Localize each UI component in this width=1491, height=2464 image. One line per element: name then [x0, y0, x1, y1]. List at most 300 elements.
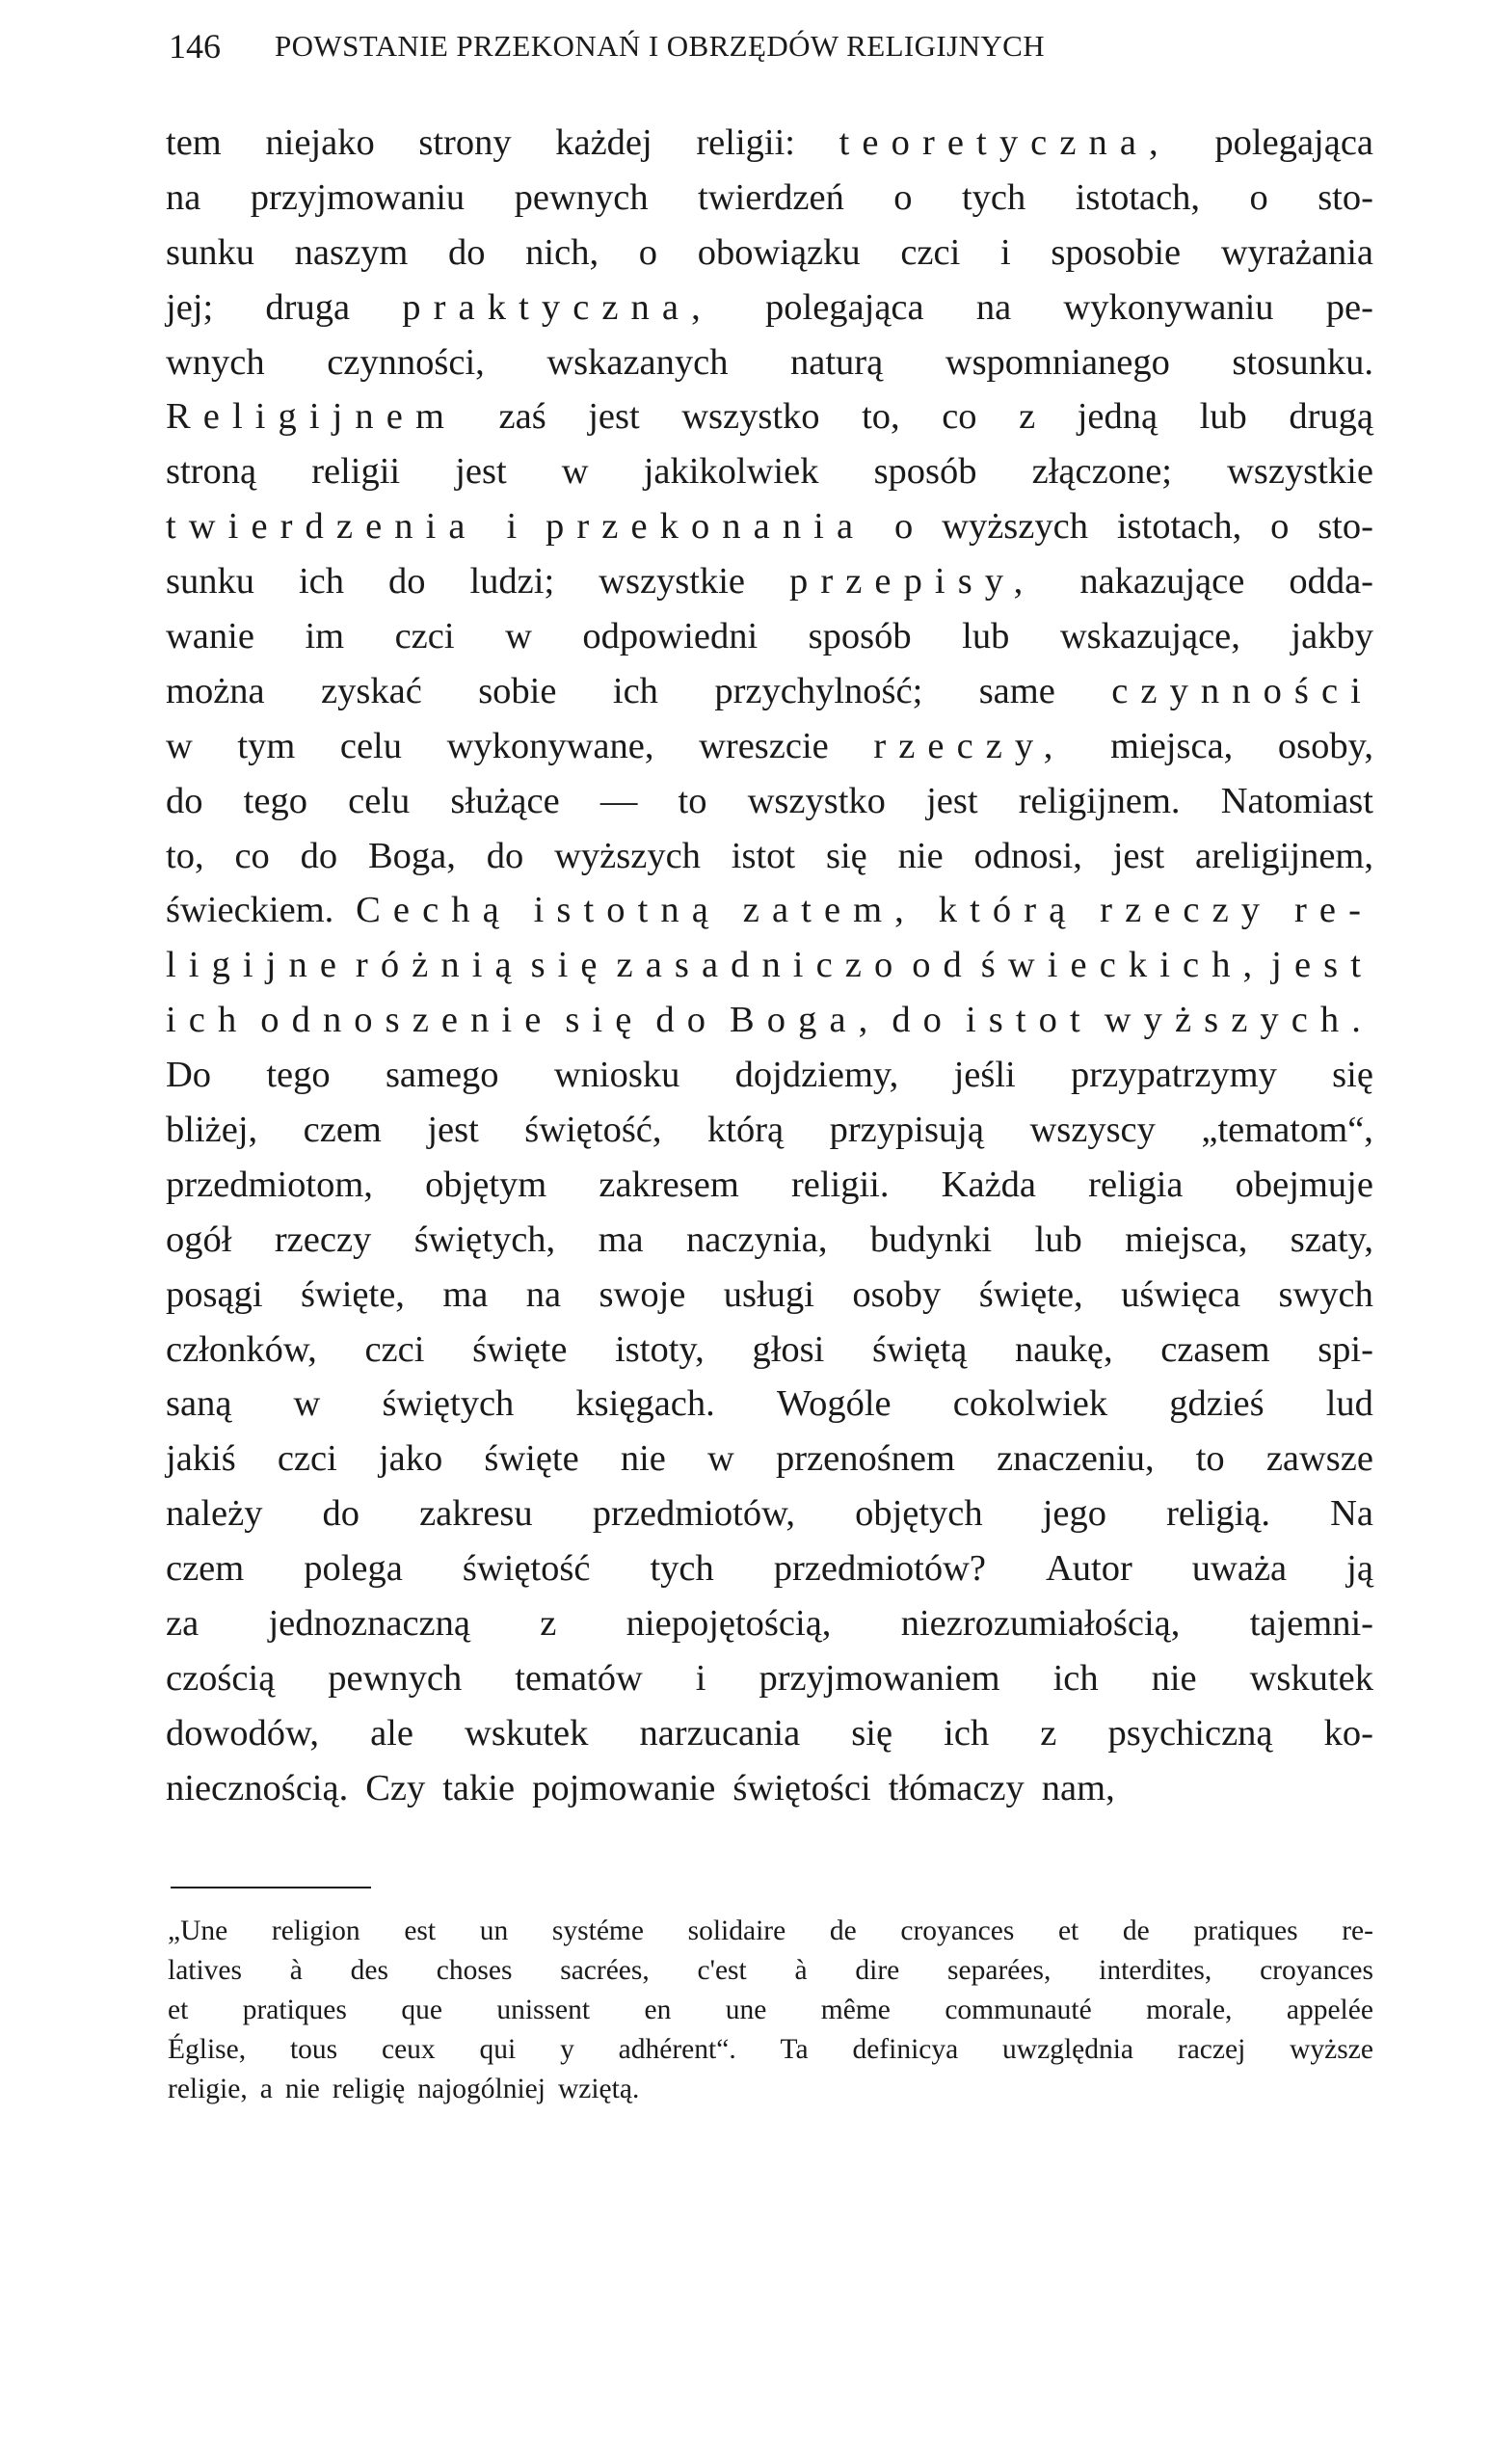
word: przyjmowaniem	[759, 1657, 1000, 1699]
word: lub	[1199, 396, 1247, 438]
word: systéme	[551, 1915, 644, 1946]
word: ich	[612, 670, 658, 711]
word: należy	[166, 1493, 263, 1535]
word: saną	[166, 1383, 232, 1425]
word: stroną	[166, 451, 257, 493]
word: czci	[364, 1328, 425, 1370]
word: celu	[339, 725, 402, 766]
word: nich,	[525, 231, 599, 273]
word: świętą	[872, 1328, 968, 1370]
word: Religijnem	[166, 396, 457, 438]
word: wspomnianego	[945, 341, 1170, 383]
word: re-	[1293, 890, 1373, 931]
word: obowiązku	[697, 231, 861, 273]
word: przepisy,	[788, 561, 1036, 603]
word: jakby	[1291, 616, 1373, 657]
word: sunku	[166, 231, 254, 273]
word: niepojętością,	[626, 1603, 832, 1645]
footnote	[168, 1912, 1373, 2109]
word: swoje	[599, 1273, 686, 1315]
word: sto-	[1318, 506, 1373, 548]
word: ogół	[166, 1219, 232, 1260]
word: do	[166, 780, 203, 821]
text-line	[166, 1268, 1373, 1323]
text-line	[166, 1103, 1373, 1158]
word: polega	[304, 1548, 403, 1590]
word: Natomiast	[1220, 780, 1373, 821]
word: teoretyczna,	[839, 122, 1171, 163]
word: y	[560, 2034, 574, 2065]
word: de	[829, 1915, 857, 1946]
word: rzeczy	[274, 1219, 372, 1260]
word: Église,	[168, 2034, 247, 2065]
word: czem	[303, 1110, 382, 1151]
text-line	[166, 1323, 1373, 1378]
word: znaczeniu,	[997, 1438, 1155, 1480]
word: świętość,	[524, 1110, 662, 1151]
word: praktyczna,	[402, 286, 713, 328]
page-header	[169, 17, 1373, 75]
word: —	[599, 780, 638, 821]
word: czci	[277, 1438, 337, 1480]
word: wyrażania	[1220, 231, 1373, 273]
word: to,	[166, 835, 204, 876]
word: adhérent“.	[618, 2034, 736, 2065]
word: jedną	[1077, 396, 1158, 438]
word: zyskać	[321, 670, 422, 711]
word: można	[166, 670, 265, 711]
word: areligijnem,	[1195, 835, 1373, 876]
word: istot	[731, 835, 796, 876]
word: głosi	[752, 1328, 825, 1370]
word: wszystkie	[1227, 451, 1373, 493]
word: w	[293, 1383, 321, 1425]
word: re-	[1342, 1915, 1373, 1946]
word: istot	[965, 1000, 1093, 1041]
text-line	[166, 281, 1373, 335]
word: jednoznaczną	[268, 1603, 470, 1645]
running-title: POWSTANIE PRZEKONAŃ I OBRZĘDÓW RELIGIJNYCH	[275, 29, 1046, 63]
word: wyższych	[554, 835, 701, 876]
word: niejako	[265, 122, 375, 163]
word: w	[166, 725, 193, 766]
word: się	[530, 945, 610, 986]
word: tem	[166, 122, 222, 163]
word: co	[234, 835, 270, 876]
word: sto-	[1318, 176, 1373, 218]
word: religii	[311, 451, 401, 493]
word: raczej	[1177, 2034, 1246, 2065]
word: de	[1122, 1915, 1150, 1946]
word: tym	[237, 725, 296, 766]
word: des	[350, 1955, 388, 1986]
word: do	[486, 835, 524, 876]
word: pojmowanie	[532, 1767, 716, 1808]
word: sobie	[478, 670, 557, 711]
word: do	[447, 231, 486, 273]
word: à	[289, 1955, 303, 1986]
word: narzucania	[639, 1712, 801, 1754]
word: religii:	[696, 122, 795, 163]
word: separées,	[947, 1955, 1052, 1986]
text-line	[166, 389, 1373, 444]
word: czynności,	[327, 341, 485, 383]
word: w	[561, 451, 589, 493]
word: wszystko	[681, 396, 820, 438]
word: święte,	[978, 1273, 1083, 1315]
word: z	[1040, 1712, 1057, 1754]
word: pewnych	[514, 176, 649, 218]
word: za	[166, 1603, 200, 1645]
footnote-line	[168, 1912, 1373, 1951]
word: et	[1057, 1915, 1079, 1946]
text-line	[166, 444, 1373, 499]
text-line	[166, 774, 1373, 829]
word: do	[300, 835, 338, 876]
text-line	[166, 883, 1373, 938]
word: przyjmowaniu	[250, 176, 466, 218]
word: i	[506, 506, 518, 548]
word: wyższych.	[1104, 1000, 1373, 1041]
word: rzeczy,	[873, 725, 1066, 766]
word: się	[825, 835, 867, 876]
word: usługi	[723, 1273, 814, 1315]
word: jako	[378, 1438, 443, 1480]
word: każdej	[555, 122, 652, 163]
word: przychylność;	[714, 670, 923, 711]
word: lud	[1325, 1383, 1373, 1425]
text-line	[166, 335, 1373, 390]
word: wskazujące,	[1059, 616, 1240, 657]
word: zasadniczo	[616, 945, 906, 986]
word: wyższe	[1290, 2034, 1373, 2065]
word: sposób	[873, 451, 977, 493]
word: od	[912, 945, 974, 986]
word: uświęca	[1121, 1273, 1241, 1315]
word: wnych	[166, 341, 265, 383]
word: nie	[897, 835, 944, 876]
text-line	[166, 1432, 1373, 1486]
word: jej;	[166, 286, 214, 328]
text-line	[166, 1213, 1373, 1268]
word: o	[1249, 176, 1268, 218]
word: przypatrzymy	[1071, 1055, 1277, 1096]
word: świętości	[732, 1767, 871, 1808]
word: takie	[442, 1767, 516, 1808]
text-line	[166, 171, 1373, 226]
word: czci	[900, 231, 961, 273]
word: cokolwiek	[952, 1383, 1108, 1425]
word: ma	[442, 1273, 489, 1315]
word: objętym	[425, 1164, 547, 1205]
word: na	[975, 286, 1012, 328]
word: même	[820, 1995, 891, 2025]
word: wreszcie	[699, 725, 829, 766]
word: stosunku.	[1232, 341, 1373, 383]
word: ją	[1346, 1548, 1373, 1590]
text-line	[166, 226, 1373, 281]
word: pratiques	[1193, 1915, 1298, 1946]
word: wykonywane,	[446, 725, 654, 766]
text-line	[166, 1377, 1373, 1432]
word: jest	[1112, 835, 1165, 876]
word: ich	[298, 561, 345, 603]
word: croyances	[900, 1915, 1015, 1946]
word: Cechą	[356, 890, 512, 931]
word: służące	[450, 780, 560, 821]
word: o	[893, 176, 913, 218]
word: pe-	[1325, 286, 1373, 328]
footnote-rule	[171, 1887, 371, 1888]
word: istotach,	[1075, 176, 1201, 218]
text-line	[166, 1158, 1373, 1213]
word: Do	[166, 1055, 212, 1096]
word: do	[655, 1000, 719, 1041]
word: naukę,	[1015, 1328, 1113, 1370]
word: złączone;	[1031, 451, 1172, 493]
word: jeśli	[953, 1055, 1016, 1096]
word: ligijne	[166, 945, 350, 986]
word: na	[166, 176, 201, 218]
word: uważa	[1191, 1548, 1288, 1590]
word: un	[479, 1915, 509, 1946]
word: miejsca,	[1110, 725, 1234, 766]
word: communauté	[945, 1995, 1092, 2025]
word: solidaire	[687, 1915, 786, 1946]
word: o	[894, 506, 914, 548]
word: się	[851, 1712, 893, 1754]
word: „Une	[168, 1915, 228, 1946]
word: święte	[472, 1328, 568, 1370]
word: o	[1270, 506, 1290, 548]
word: wskazanych	[546, 341, 729, 383]
word: celu	[348, 780, 411, 821]
word: dire	[855, 1955, 900, 1986]
word: pratiques	[242, 1995, 347, 2025]
word: budynki	[869, 1219, 993, 1260]
word: odnoszenie	[260, 1000, 554, 1041]
word: jest	[427, 1110, 479, 1151]
word: jego	[1042, 1493, 1106, 1535]
word: przypisują	[829, 1110, 984, 1151]
page-number: 146	[169, 27, 221, 66]
word: nie	[284, 2074, 320, 2104]
word: tego	[266, 1055, 331, 1096]
word: tłómaczy	[888, 1767, 1025, 1808]
word: morale,	[1146, 1995, 1233, 2025]
word: zakresu	[419, 1493, 533, 1535]
word: religią.	[1166, 1493, 1271, 1535]
word: istotach,	[1116, 506, 1242, 548]
word: twierdzenia	[166, 506, 478, 548]
word: gdzieś	[1169, 1383, 1265, 1425]
word: z	[1019, 396, 1036, 438]
text-line	[166, 1761, 1373, 1816]
word: obejmuje	[1235, 1164, 1373, 1205]
word: istoty,	[615, 1328, 705, 1370]
word: się	[1332, 1055, 1373, 1096]
word: czasem	[1160, 1328, 1270, 1370]
word: przekonania	[546, 506, 866, 548]
word: pewnych	[328, 1657, 463, 1699]
word: polegająca	[765, 286, 924, 328]
word: jest	[1271, 945, 1373, 986]
word: Ta	[780, 2034, 809, 2065]
word: ich	[166, 1000, 250, 1041]
word: wskutek	[465, 1712, 589, 1754]
word: naturą	[790, 341, 884, 383]
word: sunku	[166, 561, 254, 603]
word: sposób	[808, 616, 912, 657]
word: à	[794, 1955, 808, 1986]
word: et	[168, 1995, 189, 2025]
word: najogólniej	[417, 2074, 546, 2104]
word: ludzi;	[469, 561, 555, 603]
word: świeckich,	[980, 945, 1265, 986]
word: posągi	[166, 1273, 263, 1315]
word: une	[725, 1995, 767, 2025]
word: sacrées,	[560, 1955, 650, 1986]
word: nie	[620, 1438, 666, 1480]
word: szaty,	[1290, 1219, 1373, 1260]
word: zaś	[498, 396, 546, 438]
word: w	[707, 1438, 734, 1480]
word: niecznością.	[166, 1767, 349, 1808]
text-line	[166, 1541, 1373, 1596]
word: objętych	[855, 1493, 983, 1535]
word: co	[942, 396, 977, 438]
word: wskutek	[1249, 1657, 1373, 1699]
word: tous	[289, 2034, 338, 2065]
word: religii.	[790, 1164, 890, 1205]
word: różnią	[355, 945, 524, 986]
word: uwzględnia	[1002, 2034, 1134, 2065]
word: psychiczną	[1107, 1712, 1273, 1754]
word: do	[892, 1000, 955, 1041]
word: naczynia,	[686, 1219, 828, 1260]
word: latives	[168, 1955, 243, 1986]
word: jest	[926, 780, 978, 821]
word: strony	[418, 122, 512, 163]
word: to	[678, 780, 707, 821]
word: Wogóle	[776, 1383, 892, 1425]
word: osoby	[852, 1273, 942, 1315]
word: sposobie	[1051, 231, 1182, 273]
word: niezrozumiałością,	[900, 1603, 1181, 1645]
word: ich	[944, 1712, 990, 1754]
word: istotną	[533, 890, 721, 931]
word: wszystkie	[599, 561, 745, 603]
word: nie	[1151, 1657, 1197, 1699]
text-line	[166, 938, 1373, 993]
word: croyances	[1260, 1955, 1373, 1986]
word: tajemni-	[1249, 1603, 1373, 1645]
word: nam,	[1041, 1767, 1115, 1808]
word: zawsze	[1265, 1438, 1373, 1480]
word: na	[525, 1273, 562, 1315]
word: jest	[455, 451, 507, 493]
footnote-line	[168, 1991, 1373, 2030]
main-text	[166, 116, 1373, 1816]
word: same	[978, 670, 1055, 711]
word: ma	[598, 1219, 644, 1260]
footnote-line	[168, 1951, 1373, 1991]
word: członków,	[166, 1328, 317, 1370]
word: święte,	[300, 1273, 405, 1315]
word: odpowiedni	[582, 616, 759, 657]
word: jest	[588, 396, 640, 438]
word: spi-	[1318, 1328, 1373, 1370]
text-line	[166, 554, 1373, 609]
word: księgach.	[575, 1383, 715, 1425]
word: Autor	[1045, 1548, 1132, 1590]
word: tematów	[515, 1657, 643, 1699]
word: odda-	[1289, 561, 1373, 603]
word: religijnem.	[1018, 780, 1181, 821]
word: to	[1195, 1438, 1225, 1480]
word: unissent	[496, 1995, 591, 2025]
text-line	[166, 609, 1373, 664]
word: Każda	[941, 1164, 1036, 1205]
word: świętość	[462, 1548, 591, 1590]
word: samego	[385, 1055, 499, 1096]
text-line	[166, 1486, 1373, 1541]
word: przedmiotom,	[166, 1164, 373, 1205]
word: wszystko	[747, 780, 886, 821]
word: czynności	[1111, 670, 1373, 711]
word: religie,	[168, 2074, 248, 2104]
word: w	[505, 616, 532, 657]
word: im	[305, 616, 345, 657]
text-line	[166, 1596, 1373, 1651]
word: wziętą.	[557, 2074, 640, 2104]
word: wykonywaniu	[1063, 286, 1274, 328]
word: z	[540, 1603, 557, 1645]
word: Boga,	[730, 1000, 881, 1041]
text-line	[166, 829, 1373, 884]
word: tych	[650, 1548, 714, 1590]
word: wniosku	[553, 1055, 680, 1096]
word: dojdziemy,	[734, 1055, 899, 1096]
word: ale	[370, 1712, 413, 1754]
footnote-line	[168, 2030, 1373, 2070]
word: się	[565, 1000, 645, 1041]
word: swych	[1278, 1273, 1373, 1315]
word: dowodów,	[166, 1712, 319, 1754]
word: jakikolwiek	[643, 451, 819, 493]
word: przedmiotów?	[773, 1548, 986, 1590]
footnote-line	[168, 2070, 1373, 2109]
word: Czy	[365, 1767, 426, 1808]
word: polegająca	[1214, 122, 1373, 163]
word: czci	[394, 616, 455, 657]
word: czem	[166, 1548, 245, 1590]
word: zatem,	[742, 890, 917, 931]
word: en	[644, 1995, 672, 2025]
word: świętych	[382, 1383, 515, 1425]
word: ko-	[1323, 1712, 1373, 1754]
word: którą	[707, 1110, 785, 1151]
word: miejsca,	[1125, 1219, 1248, 1260]
word: odnosi,	[973, 835, 1082, 876]
word: święte	[484, 1438, 579, 1480]
word: wyższych	[942, 506, 1088, 548]
word: rzeczy	[1100, 890, 1273, 931]
word: Na	[1330, 1493, 1373, 1535]
text-line	[166, 993, 1373, 1048]
word: o	[638, 231, 658, 273]
word: Boga,	[368, 835, 456, 876]
